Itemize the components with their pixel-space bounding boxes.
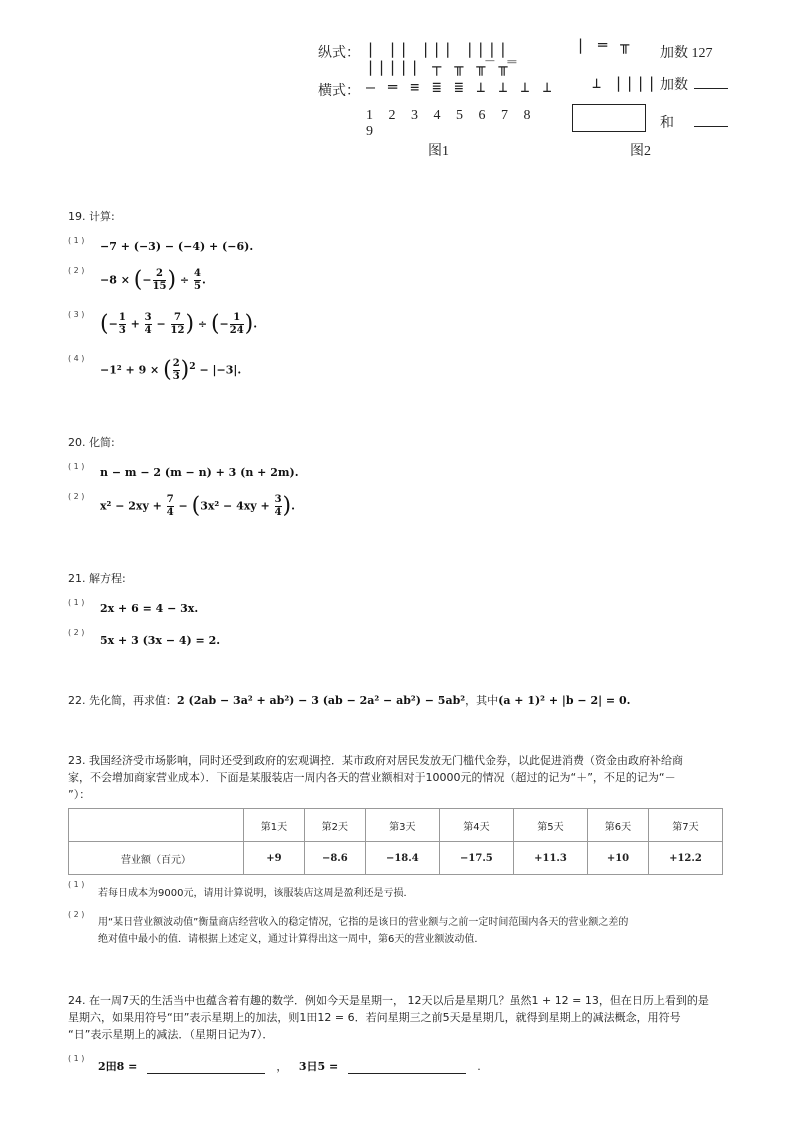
q22-cond-label: ，其中: [465, 694, 499, 707]
q20-item-no: ( 1 ): [68, 462, 85, 471]
blank1-label: 2田8 =: [98, 1060, 138, 1073]
q24-line: 24. 在一周7天的生活当中也蕴含着有趣的数学．例如今天是星期一， 12天以后是星期几？虽然1 + 12 = 13，但在日历上看到的是: [68, 994, 709, 1007]
q23-sub2: [98, 914, 728, 948]
table-cell: +10: [588, 842, 649, 875]
q23-item-no: ( 1 ): [68, 880, 85, 889]
q19-item-no: ( 1 ): [68, 236, 85, 245]
table-header-cell: 第6天: [588, 809, 649, 842]
q19-expr-1: −7 + (−3) − (−4) + (−6).: [100, 240, 254, 253]
separator: ，: [276, 1060, 288, 1073]
q23-item-no: ( 2 ): [68, 910, 85, 919]
fraction: $\frac{7}{4}$: [166, 494, 174, 518]
q19-expr-4: −1² + 9 × ( $\frac{2}{3}$ )$^2$ − |−3|.: [100, 357, 242, 383]
fig2-row2-rods: ⊥ ||||: [592, 74, 659, 92]
q23-line: ”）：: [68, 788, 91, 801]
table-header-cell: 第2天: [304, 809, 365, 842]
expr-text: − |−3|.: [195, 363, 242, 377]
table-cell: +11.3: [513, 842, 587, 875]
table-cell: −17.5: [439, 842, 513, 875]
fig2-caption: 图2: [630, 144, 651, 159]
blank2-label: 3日5 =: [298, 1060, 339, 1073]
q22: [68, 692, 630, 708]
fig2-row1-rods: | ═ ╥: [576, 36, 632, 54]
table-cell: +9: [244, 842, 305, 875]
answer-blank-2[interactable]: [348, 1060, 466, 1074]
expr-text: −8 ×: [100, 273, 134, 287]
q23-line: 家，不会增加商家营业成本）．下面是某服装店一周内各天的营业额相对于10000元的情况（超过的记为“＋”，不足的记为“－: [68, 771, 676, 784]
table-row: [69, 842, 723, 875]
fig2-row2-label: 加数: [660, 78, 688, 93]
q20-title: 20. 化简:: [68, 436, 115, 449]
figure-2: [570, 36, 750, 162]
table-header-cell: 第1天: [244, 809, 305, 842]
q19-expr-2: −8 × (− $\frac{2}{15}$ ) ÷ $\frac{4}{5}$ .: [100, 267, 206, 293]
fig2-sum-box: [572, 104, 646, 132]
q23-line: 23. 我国经济受市场影响，同时还受到政府的宏观调控．某市政府对居民发放无门槛代金券，以此促进消费（资金由政府补给商: [68, 754, 683, 767]
fig1-caption: 图1: [428, 144, 449, 159]
fig2-row3-label: 和: [660, 116, 674, 131]
q23-sub2-line: 绝对值中最小的值．请根据上述定义，通过计算得出这一周中，第6天的营业额波动值．: [98, 934, 485, 945]
expr-text: 3x² − 4xy +: [200, 499, 274, 513]
q19-expr-3: (− $\frac{1}{3}$ + $\frac{3}{4}$ − $\frac{7}{12}$ ) ÷ (− $\frac{1}{24}$ ).: [100, 311, 258, 337]
table-header-row: [69, 809, 723, 842]
vertical-rods: | || ||| |||| ||||| ┬ ╥ ╥̅ ╥̿: [366, 40, 519, 76]
q19-item-no: ( 4 ): [68, 354, 85, 363]
fraction: $\frac{2}{3}$: [172, 358, 180, 382]
fraction: $\frac{2}{15}$: [152, 268, 167, 292]
fraction: $\frac{3}{4}$: [274, 494, 282, 518]
revenue-table: [68, 808, 723, 875]
q21-title: 21. 解方程:: [68, 572, 126, 585]
end-mark: .: [477, 1060, 481, 1073]
fraction: $\frac{1}{3}$: [118, 312, 126, 336]
table-row-label: 营业额（百元）: [69, 842, 244, 875]
fig2-row2-blank: [694, 88, 728, 89]
fig2-row3-blank: [694, 126, 728, 127]
q21-expr-1: 2x + 6 = 4 − 3x.: [100, 602, 199, 615]
q19-title: 19. 计算:: [68, 210, 115, 223]
table-header-cell: 第5天: [513, 809, 587, 842]
q24-line: 星期六，如果用符号“田”表示星期上的加法，则1田12 = 6．若问星期三之前5天是星期几，就得到星期上的减法概念，用符号: [68, 1011, 681, 1024]
q24-item-no: ( 1 ): [68, 1054, 85, 1063]
table-cell: −18.4: [365, 842, 439, 875]
vertical-label: 纵式：: [318, 46, 360, 61]
q22-title: 22. 先化简，再求值：: [68, 694, 177, 707]
digit-row: 1 2 3 4 5 6 7 8 9: [366, 108, 537, 139]
q24-line: “日”表示星期上的减法．（星期日记为7）．: [68, 1028, 274, 1041]
expr-text: −1² + 9 ×: [100, 363, 164, 377]
expr-text: x² − 2xy +: [100, 499, 166, 513]
table-header-cell: 第7天: [648, 809, 722, 842]
q21-expr-2: 5x + 3 (3x − 4) = 2.: [100, 634, 221, 647]
q23-sub2-line: 用“某日营业额波动值”衡量商店经营收入的稳定情况，它指的是该日的营业额与之前一定时间范围内各天的营业额之差的: [98, 917, 629, 928]
fraction: $\frac{1}{24}$: [229, 312, 244, 336]
fraction: $\frac{4}{5}$: [193, 268, 201, 292]
expr-text: −: [174, 499, 192, 513]
q22-cond: (a + 1)² + |b − 2| = 0.: [498, 694, 631, 707]
figure-1: [318, 38, 558, 162]
fraction: $\frac{7}{12}$: [170, 312, 185, 336]
fraction: $\frac{3}{4}$: [144, 312, 152, 336]
horizontal-rods: — ═ ≡ ≣ ≣ ⊥ ⊥ ⊥ ⊥: [366, 78, 554, 96]
q23-sub1: 若每日成本为9000元，请用计算说明，该服装店这周是盈利还是亏损．: [98, 888, 414, 899]
expr-text: ÷: [176, 273, 193, 287]
q19-item-no: ( 2 ): [68, 266, 85, 275]
fig2-row1-label: 加数 127: [660, 46, 713, 61]
table-header-cell: [69, 809, 244, 842]
q19-item-no: ( 3 ): [68, 310, 85, 319]
q23-stem: [68, 752, 728, 803]
q20-expr-2: x² − 2xy + $\frac{7}{4}$ − (3x² − 4xy + $\frac{3}{4}$ ).: [100, 493, 295, 519]
q22-expr: 2 (2ab − 3a² + ab²) − 3 (ab − 2a² − ab²) − 5ab²: [177, 694, 466, 707]
table-cell: −8.6: [304, 842, 365, 875]
answer-blank-1[interactable]: [147, 1060, 265, 1074]
table-header-cell: 第3天: [365, 809, 439, 842]
q20-expr-1: n − m − 2 (m − n) + 3 (n + 2m).: [100, 466, 299, 479]
q24-stem: [68, 992, 728, 1043]
table-cell: +12.2: [648, 842, 722, 875]
q24-sub1: [98, 1058, 481, 1074]
q21-item-no: ( 2 ): [68, 628, 85, 637]
q20-item-no: ( 2 ): [68, 492, 85, 501]
q21-item-no: ( 1 ): [68, 598, 85, 607]
horizontal-label: 横式：: [318, 84, 360, 99]
table-header-cell: 第4天: [439, 809, 513, 842]
